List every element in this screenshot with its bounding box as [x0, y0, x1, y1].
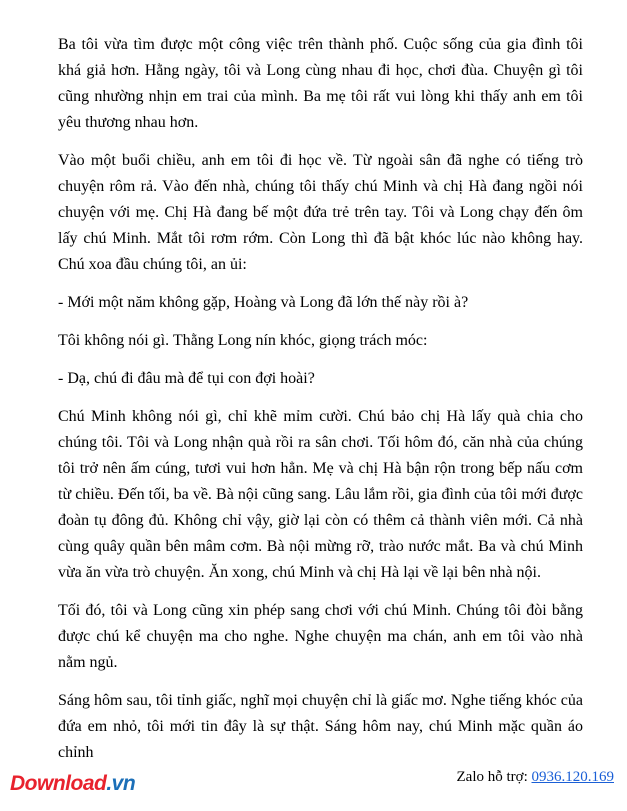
paragraph: Vào một buổi chiều, anh em tôi đi học về. Từ ngoài sân đã nghe có tiếng trò chuyện rôm rả. Vào đến nhà, chúng tôi thấy chú Minh và chị Hà đang ngồi nói chuyện với mẹ. Chị Hà đang bế một đứa trẻ trên tay. Tôi và Long chạy đến ôm lấy chú Minh. Mắt tôi rơm rớm. Còn Long thì đã bật khóc lúc nào không hay. Chú xoa đầu chúng tôi, an ủi: [58, 152, 583, 273]
dialogue-line: - Dạ, chú đi đâu mà để tụi con đợi hoài? [58, 370, 315, 387]
paragraph: Tối đó, tôi và Long cũng xin phép sang chơi với chú Minh. Chúng tôi đòi bằng được chú kể chuyện ma cho nghe. Nghe chuyện ma chán, anh em tôi vào nhà nằm ngủ. [58, 602, 583, 671]
paragraph: Sáng hôm sau, tôi tỉnh giấc, nghĩ mọi chuyện chỉ là giấc mơ. Nghe tiếng khóc của đứa em nhỏ, tôi mới tin đây là sự thật. Sáng hôm nay, chú Minh mặc quần áo chỉnh [58, 692, 583, 761]
dialogue-line: - Mới một năm không gặp, Hoàng và Long đã lớn thế này rồi à? [58, 294, 469, 311]
logo-suffix-text: .vn [106, 772, 136, 795]
story-text [58, 32, 583, 778]
support-label: Zalo hỗ trợ: [456, 769, 532, 785]
paragraph: Ba tôi vừa tìm được một công việc trên thành phố. Cuộc sống của gia đình tôi khá giả hơn. Hằng ngày, tôi và Long cùng nhau đi học, chơi đùa. Chuyện gì tôi cũng nhường nhịn em trai của mình. Ba mẹ tôi rất vui lòng khi thấy anh em tôi yêu thương nhau hơn. [58, 36, 583, 131]
download-vn-logo[interactable] [10, 772, 135, 796]
paragraph: Chú Minh không nói gì, chỉ khẽ mỉm cười. Chú bảo chị Hà lấy quà chia cho chúng tôi. Tôi và Long nhận quà rồi ra sân chơi. Tối hôm đó, căn nhà của chúng tôi trở nên ấm cúng, tươi vui hơn hẳn. Mẹ và chị Hà bận rộn trong bếp nấu cơm từ chiều. Đến tối, ba về. Bà nội cũng sang. Lâu lắm rồi, gia đình của tôi mới được đoàn tụ đông đủ. Không chỉ vậy, giờ lại còn có thêm cả thành viên mới. Cả nhà cùng quây quần bên mâm cơm. Bà nội mừng rỡ, trào nước mắt. Ba và chú Minh vừa ăn vừa trò chuyện. Ăn xong, chú Minh và chị Hà lại về lại bên nhà nội. [58, 408, 583, 581]
page-footer [0, 766, 627, 811]
logo-main-text: Download [10, 772, 107, 795]
paragraph: Tôi không nói gì. Thằng Long nín khóc, giọng trách móc: [58, 332, 428, 349]
support-contact [457, 769, 615, 786]
support-phone-link[interactable]: 0936.120.169 [531, 769, 614, 785]
